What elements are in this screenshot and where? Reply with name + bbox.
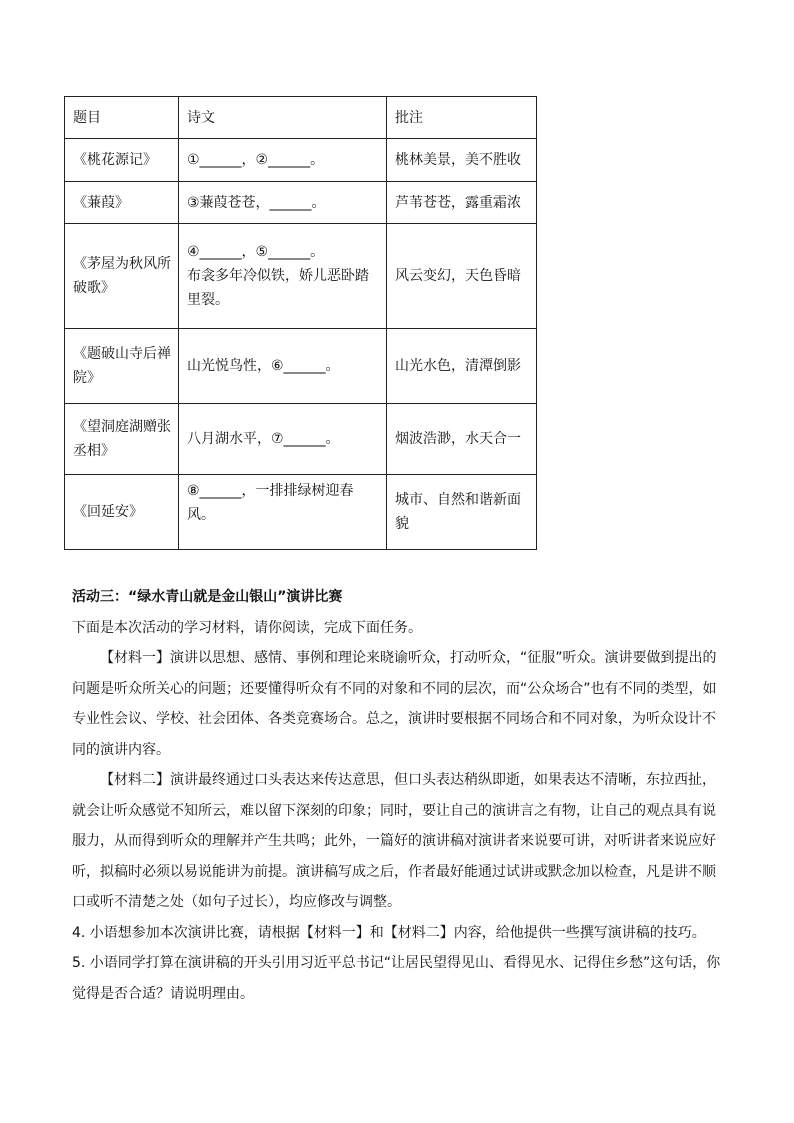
row-note: 城市、自然和谐新面貌 xyxy=(387,475,537,550)
header-note: 批注 xyxy=(387,97,537,139)
verse-line: ⑧______，一排排绿树迎春风。 xyxy=(187,483,354,523)
verse-line: 八月湖水平，⑦______。 xyxy=(187,431,340,447)
poem-annotation-table xyxy=(64,96,537,550)
verse-line: ③蒹葭苍苍，______。 xyxy=(187,194,326,211)
row-note: 烟波浩渺，水天合一 xyxy=(387,404,537,475)
verse-line: ①______，②______。 xyxy=(187,152,325,168)
table-row xyxy=(65,475,537,550)
row-title: 《桃花源记》 xyxy=(65,139,179,182)
row-verse xyxy=(179,475,387,550)
row-title: 《题破山寺后禅院》 xyxy=(65,329,179,404)
verse-line: 山光悦鸟性，⑥______。 xyxy=(187,358,340,374)
row-title: 《蒹葭》 xyxy=(65,182,179,224)
row-title: 《回延安》 xyxy=(65,475,179,550)
activity-section xyxy=(72,582,728,1009)
material-one: 【材料一】演讲以思想、感情、事例和理论来晓谕听众，打动听众，“征服”听众。演讲要做到提出的问题是听众所关心的问题；还要懂得听众有不同的对象和不同的层次，而“公众场合”也有不同的类型，如专业性会议、学校、社会团体、各类竞赛场合。总之，演讲时要根据不同场合和不同对象，为听众设计不同的演讲内容。 xyxy=(72,650,717,758)
row-note: 桃林美景，美不胜收 xyxy=(387,139,537,182)
material-two: 【材料二】演讲最终通过口头表达来传达意思，但口头表达稍纵即逝，如果表达不清晰，东拉西扯，就会让听众感觉不知所云，难以留下深刻的印象；同时，要让自己的演讲言之有物，让自己的观点具有说服力，从而得到听众的理解并产生共鸣；此外，一篇好的演讲稿对演讲者来说要可讲，对听讲者来说应好听，拟稿时必须以易说能讲为前提。演讲稿写成之后，作者最好能通过试讲或默念加以检查，凡是讲不顺口或听不清楚之处（如句子过长），均应修改与调整。 xyxy=(72,772,716,910)
table-header-row xyxy=(65,97,537,139)
activity-intro: 下面是本次活动的学习材料，请你阅读，完成下面任务。 xyxy=(72,619,422,636)
activity-heading: 活动三：“绿水青山就是金山银山”演讲比赛 xyxy=(72,589,343,605)
row-verse xyxy=(179,329,387,404)
row-verse xyxy=(179,224,387,329)
row-verse xyxy=(179,139,387,182)
header-verse: 诗文 xyxy=(179,97,387,139)
table-row xyxy=(65,139,537,182)
verse-line: ④______，⑤______。 xyxy=(187,244,325,260)
table-row xyxy=(65,182,537,224)
row-note: 山光水色，清潭倒影 xyxy=(387,329,537,404)
row-verse xyxy=(179,404,387,475)
row-title: 《茅屋为秋风所破歌》 xyxy=(65,224,179,329)
table-row xyxy=(65,329,537,404)
row-title: 《望洞庭湖赠张丞相》 xyxy=(65,404,179,475)
verse-line: 布衾多年冷似铁，娇儿恶卧踏里裂。 xyxy=(187,268,369,308)
row-verse xyxy=(179,182,387,224)
row-note: 风云变幻，天色昏暗 xyxy=(387,224,537,329)
table-row xyxy=(65,404,537,475)
question-4: 4. 小语想参加本次演讲比赛，请根据【材料一】和【材料二】内容，给他提供一些撰写演讲稿的技巧。 xyxy=(72,924,706,941)
table-row xyxy=(65,224,537,329)
row-note: 芦苇苍苍，露重霜浓 xyxy=(387,182,537,224)
question-5: 5. 小语同学打算在演讲稿的开头引用习近平总书记“让居民望得见山、看得见水、记得住乡愁”这句话，你觉得是否合适？请说明理由。 xyxy=(72,955,721,1002)
header-title: 题目 xyxy=(65,97,179,139)
